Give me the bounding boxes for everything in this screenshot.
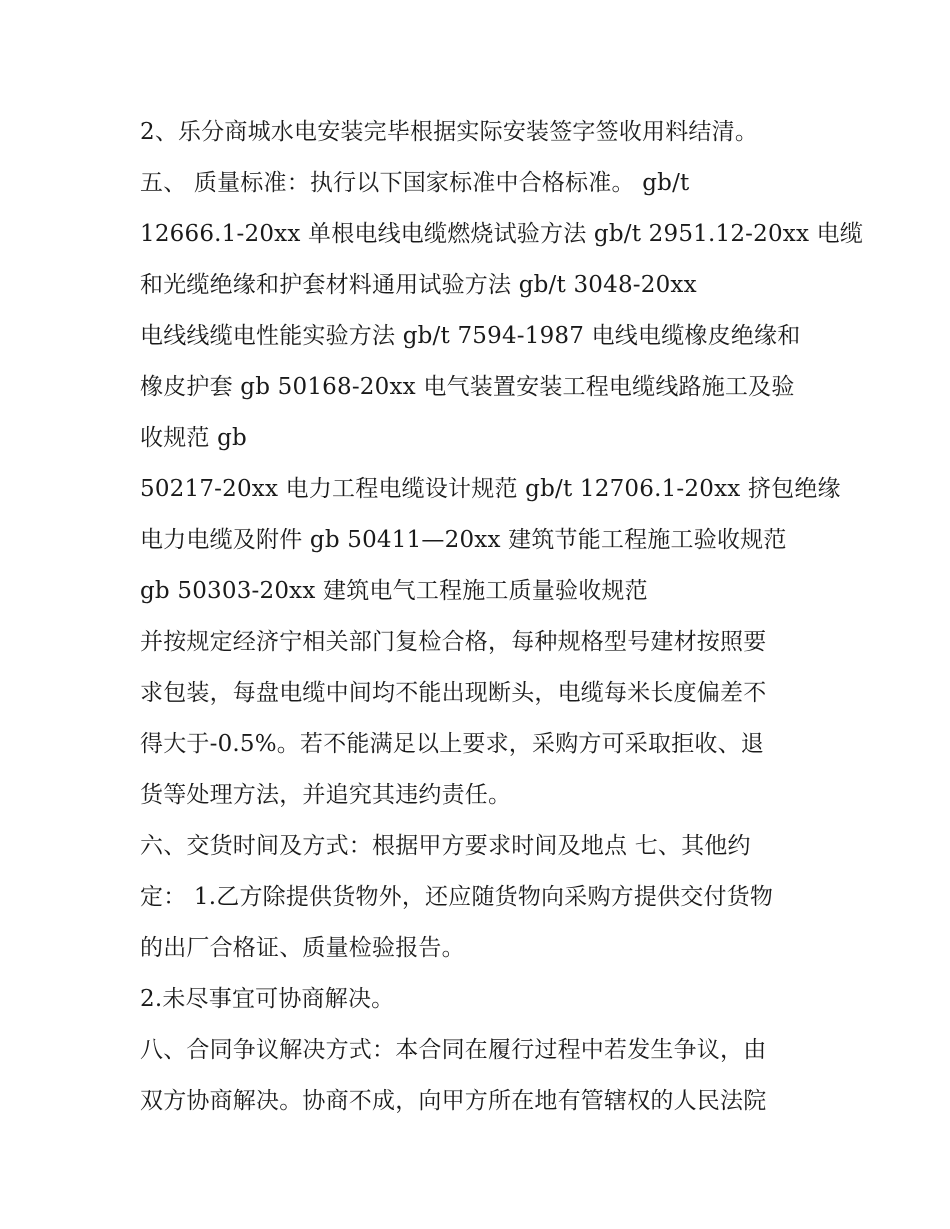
text-line: 和光缆绝缘和护套材料通用试验方法 gb/t 3048-20xx	[140, 272, 697, 298]
text-line: 2、乐分商城水电安装完毕根据实际安装签字签收用料结清。	[140, 119, 759, 145]
text-line: 六、交货时间及方式：根据甲方要求时间及地点 七、其他约	[140, 833, 751, 859]
text-line: 电力电缆及附件 gb 50411—20xx 建筑节能工程施工验收规范	[140, 527, 787, 553]
text-line: 收规范 gb	[140, 425, 247, 451]
text-line: 2.未尽事宜可协商解决。	[140, 986, 395, 1012]
text-line: 12666.1-20xx 单根电线电缆燃烧试验方法 gb/t 2951.12-20xx 电缆	[140, 221, 864, 247]
text-line: 得大于-0.5%。若不能满足以上要求，采购方可采取拒收、退	[140, 731, 765, 757]
text-line: 八、合同争议解决方式：本合同在履行过程中若发生争议，由	[140, 1037, 767, 1063]
text-line: 橡皮护套 gb 50168-20xx 电气装置安装工程电缆线路施工及验	[140, 374, 795, 400]
text-line: 并按规定经济宁相关部门复检合格，每种规格型号建材按照要	[140, 629, 767, 655]
text-line: 五、 质量标准：执行以下国家标准中合格标准。 gb/t	[140, 170, 690, 196]
body-text	[140, 107, 864, 1127]
text-line: gb 50303-20xx 建筑电气工程施工质量验收规范	[140, 578, 648, 604]
text-line: 50217-20xx 电力工程电缆设计规范 gb/t 12706.1-20xx 挤包绝缘	[140, 476, 841, 502]
text-line: 求包装，每盘电缆中间均不能出现断头，电缆每米长度偏差不	[140, 680, 767, 706]
text-line: 货等处理方法，并追究其违约责任。	[140, 782, 512, 808]
text-line: 双方协商解决。协商不成，向甲方所在地有管辖权的人民法院	[140, 1088, 767, 1114]
text-line: 定： 1.乙方除提供货物外，还应随货物向采购方提供交付货物	[140, 884, 774, 910]
text-line: 电线线缆电性能实验方法 gb/t 7594-1987 电线电缆橡皮绝缘和	[140, 323, 801, 349]
text-line: 的出厂合格证、质量检验报告。	[140, 935, 465, 961]
